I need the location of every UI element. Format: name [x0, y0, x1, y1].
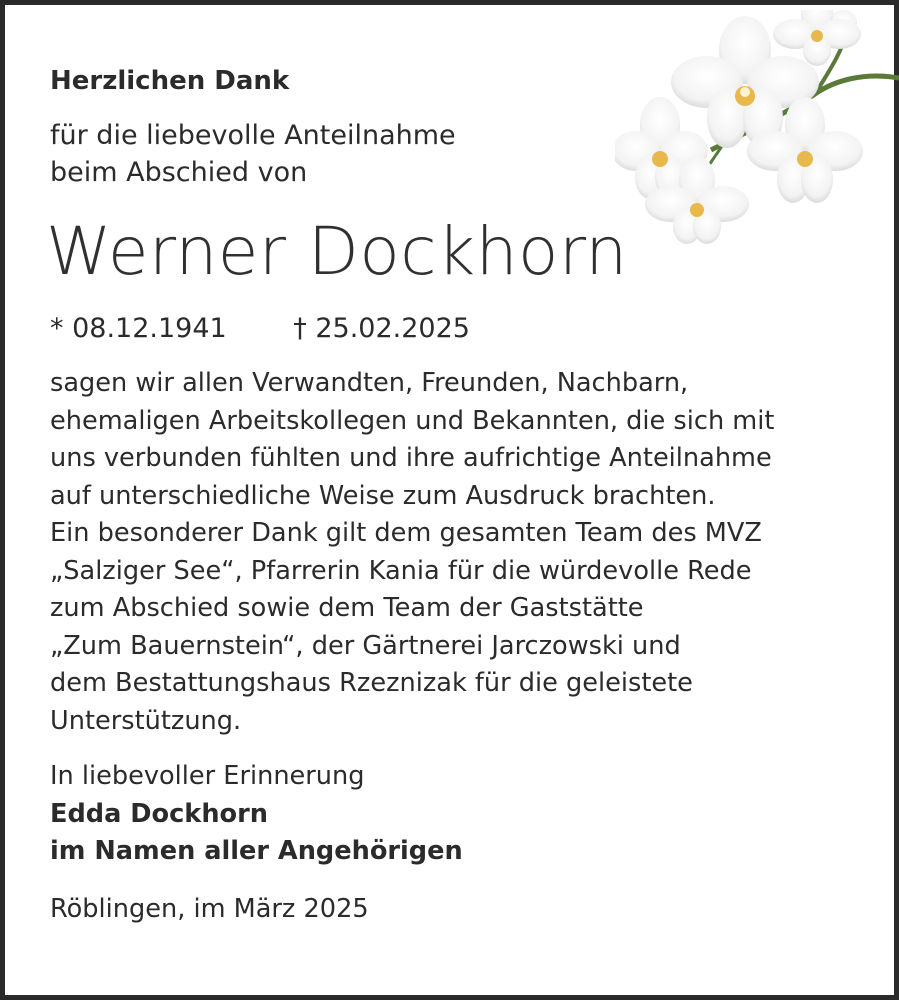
- body-line: sagen wir allen Verwandten, Freunden, Nachbarn,: [50, 368, 689, 398]
- deceased-name: Werner Dockhorn: [46, 213, 628, 290]
- body-line: dem Bestattungshaus Rzeznizak für die geleistete: [50, 668, 693, 698]
- intro-line: beim Abschied von: [50, 157, 308, 188]
- intro-text: [50, 117, 850, 191]
- place-date: Röblingen, im März 2025: [50, 893, 369, 924]
- intro-line: für die liebevolle Anteilnahme: [50, 120, 456, 151]
- body-line: Unterstützung.: [50, 705, 242, 736]
- signer-name: Edda Dockhorn: [50, 798, 268, 829]
- body-line: „Salziger See“, Pfarrerin Kania für die würdevolle Rede: [50, 555, 752, 586]
- signer-note: im Namen aller Angehörigen: [50, 836, 463, 866]
- birth-date: * 08.12.1941: [50, 313, 227, 344]
- closing-phrase: In liebevoller Erinnerung: [50, 761, 365, 791]
- thank-you-text: [50, 365, 850, 740]
- body-line: auf unterschiedliche Weise zum Ausdruck brachten.: [50, 480, 716, 511]
- body-line: Ein besonderer Dank gilt dem gesamten Team des MVZ: [50, 518, 762, 548]
- body-line: ehemaligen Arbeitskollegen und Bekannten, die sich mit: [50, 405, 775, 436]
- body-line: „Zum Bauernstein“, der Gärtnerei Jarczowski und: [50, 630, 681, 661]
- body-line: uns verbunden fühlten und ihre aufrichtige Anteilnahme: [50, 443, 772, 473]
- obituary-content: [46, 63, 850, 928]
- death-date: † 25.02.2025: [293, 313, 470, 344]
- life-dates: [50, 311, 850, 347]
- body-line: zum Abschied sowie dem Team der Gaststätte: [50, 593, 644, 623]
- heading: Herzlichen Dank: [50, 66, 290, 96]
- closing-block: [50, 758, 850, 871]
